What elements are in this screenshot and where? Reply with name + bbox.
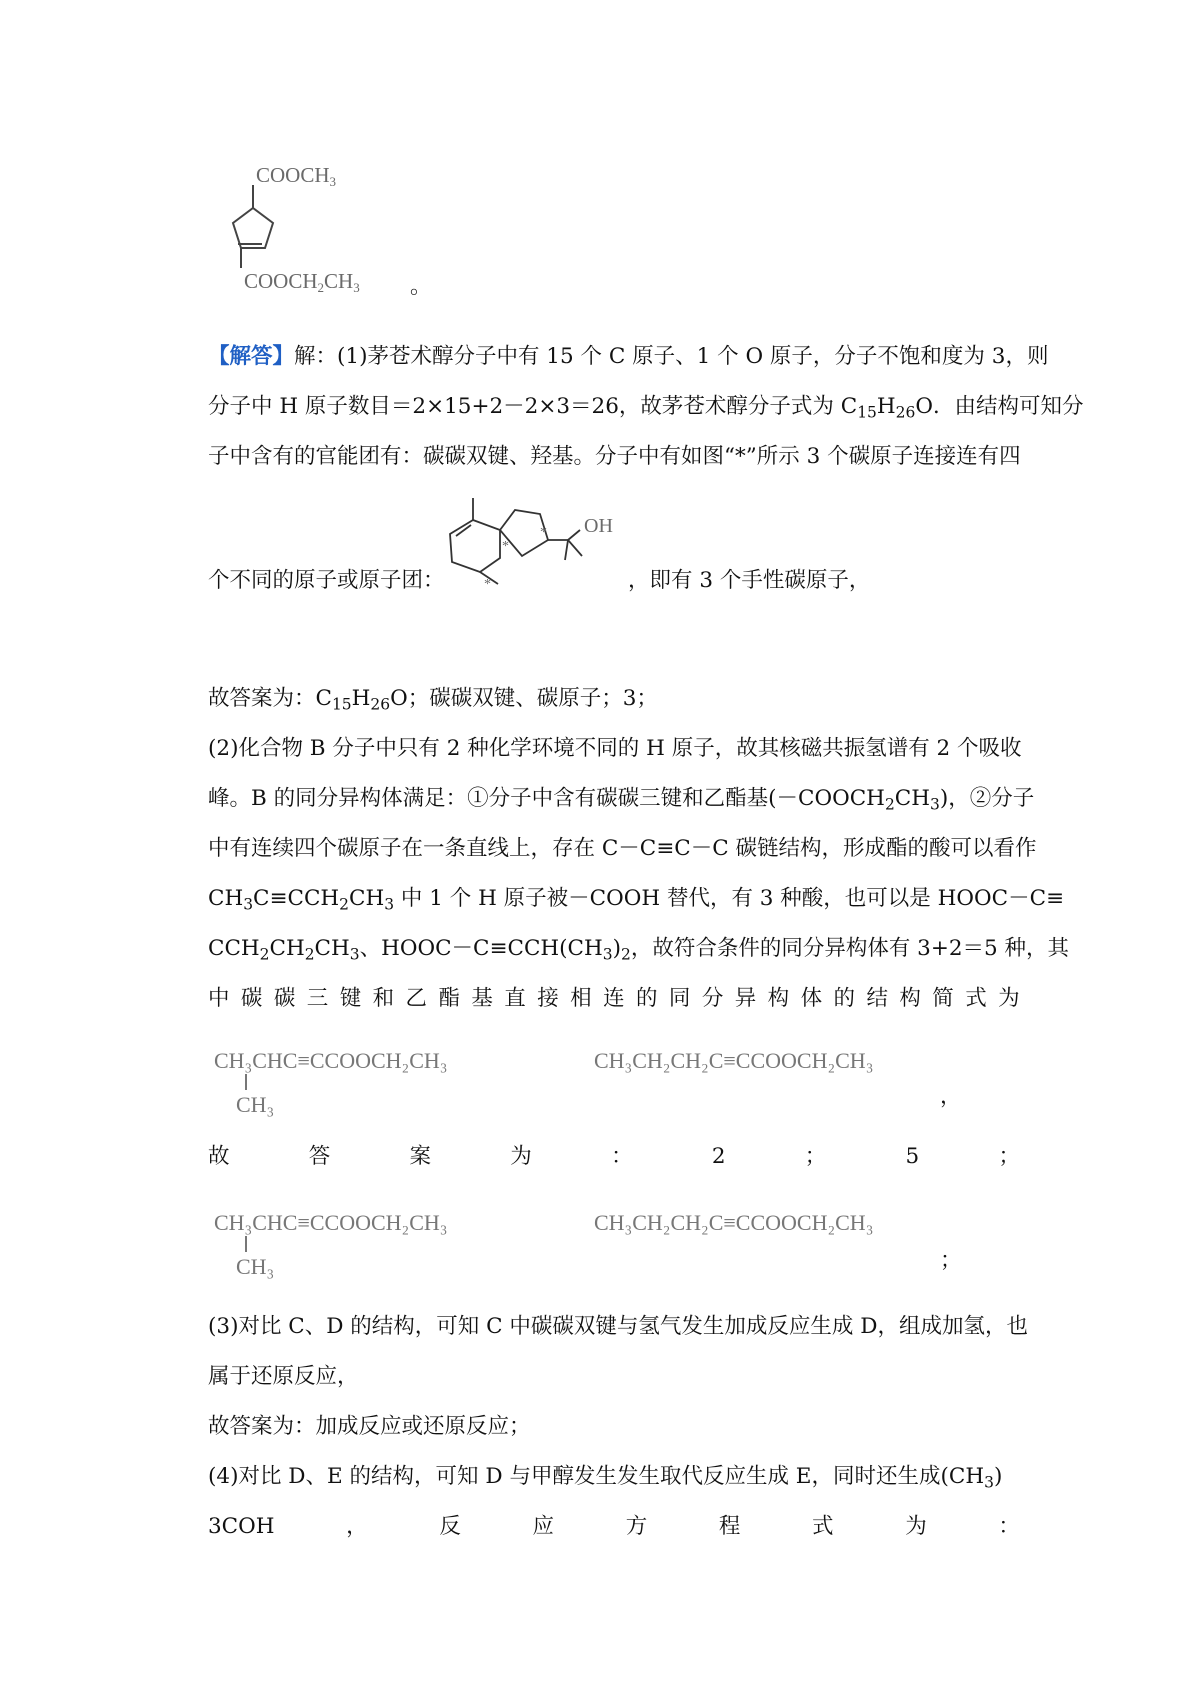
answer2-line: 故 答 案 为 ： 2 ； 5 ； bbox=[208, 1144, 1020, 1169]
para1-line4-right: ，即有 3 个手性碳原子， bbox=[628, 568, 871, 593]
answer-branched-formula: CH₃CHC≡CCOOCH₂CH₃ bbox=[214, 1210, 448, 1235]
para2-line6: 中 碳 碳 三 键 和 乙 酯 基 直 接 相 连 的 同 分 异 构 体 的 结 构 简 式 为 bbox=[208, 986, 1020, 1011]
para3-line3: 故答案为：加成反应或还原反应； bbox=[208, 1414, 531, 1439]
cyclopentene-diester-structure bbox=[208, 160, 428, 310]
answer-tag: 【解答】 bbox=[208, 344, 295, 369]
para2-line2: 峰。B 的同分异构体满足：①分子中含有碳碳三键和乙酯基$(-COOCH_2CH_3)$，②分子 bbox=[208, 786, 1035, 814]
para1-line3: 子中含有的官能团有：碳碳双键、羟基。分子中有如图“*”所示 3 个碳原子连接连有四 bbox=[208, 444, 1021, 469]
para2-line1: (2)化合物 B 分子中只有 2 种化学环境不同的 H 原子，故其核磁共振氢谱有 2 个吸收 bbox=[208, 736, 1022, 761]
para1-line1: 【解答】解：(1)茅苍术醇分子中有 15 个 C 原子、1 个 O 原子，分子不饱和度为 3，则 bbox=[208, 344, 1049, 369]
oh-label: OH bbox=[584, 515, 613, 537]
bottom-ester-label: COOCH2CH3 bbox=[244, 269, 360, 295]
para1-line2: 分子中 H 原子数目＝2×15+2－2×3＝26，故茅苍术醇分子式为 $C_{15}H_{26}O$．由结构可知分 bbox=[208, 394, 1084, 422]
para3-line1: (3)对比 C、D 的结构，可知 C 中碳碳双键与氢气发生加成反应生成 D，组成加氢，也 bbox=[208, 1314, 1029, 1339]
answer-branch-methyl: CH₃ bbox=[236, 1254, 275, 1279]
para1-line4-left: 个不同的原子或原子团： bbox=[208, 568, 445, 593]
chiral-star-3: * bbox=[484, 577, 491, 592]
isomer-formulas-2 bbox=[214, 1202, 974, 1282]
chiral-star-2: * bbox=[540, 525, 547, 540]
answer1-line: 故答案为：$C_{15}H_{26}O$；碳碳双键、碳原子；3； bbox=[208, 686, 658, 714]
para3-line2: 属于还原反应， bbox=[208, 1364, 359, 1389]
para4-line1: (4)对比 D、E 的结构，可知 D 与甲醇发生发生取代反应生成 E，同时还生成$(CH_3)$ bbox=[208, 1464, 1003, 1492]
para2-line4: $CH_3C\equiv CCH_2CH_3$ 中 1 个 H 原子被－COOH 替代，有 3 种酸，也可以是 HOOC－C≡ bbox=[208, 886, 1065, 914]
isomer-branched-formula: CH₃CHC≡CCOOCH₂CH₃ bbox=[214, 1048, 448, 1073]
isomer-formulas-1 bbox=[214, 1040, 974, 1120]
isomer-linear-formula: CH₃CH₂CH₂C≡CCOOCH₂CH₃ bbox=[594, 1048, 874, 1073]
formula-semicolon: ； bbox=[940, 1248, 962, 1273]
answer-linear-formula: CH₃CH₂CH₂C≡CCOOCH₂CH₃ bbox=[594, 1210, 874, 1235]
para2-line5: $CCH_2CH_2CH_3$、$HOOC-C\equiv CCH(CH_3)_2$，故符合条件的同分异构体有 3+2＝5 种，其 bbox=[208, 936, 1070, 964]
para4-line2: 3COH ， 反 应 方 程 式 为 ： bbox=[208, 1514, 1020, 1539]
formula-comma: ， bbox=[940, 1084, 962, 1109]
chiral-star-1: * bbox=[502, 539, 509, 554]
isomer-branch-methyl: CH₃ bbox=[236, 1092, 275, 1117]
top-ester-label: COOCH3 bbox=[256, 163, 337, 189]
trailing-period: 。 bbox=[410, 274, 432, 299]
para2-line3: 中有连续四个碳原子在一条直线上，存在 C－C≡C－C 碳链结构，形成酯的酸可以看作 bbox=[208, 836, 1037, 861]
